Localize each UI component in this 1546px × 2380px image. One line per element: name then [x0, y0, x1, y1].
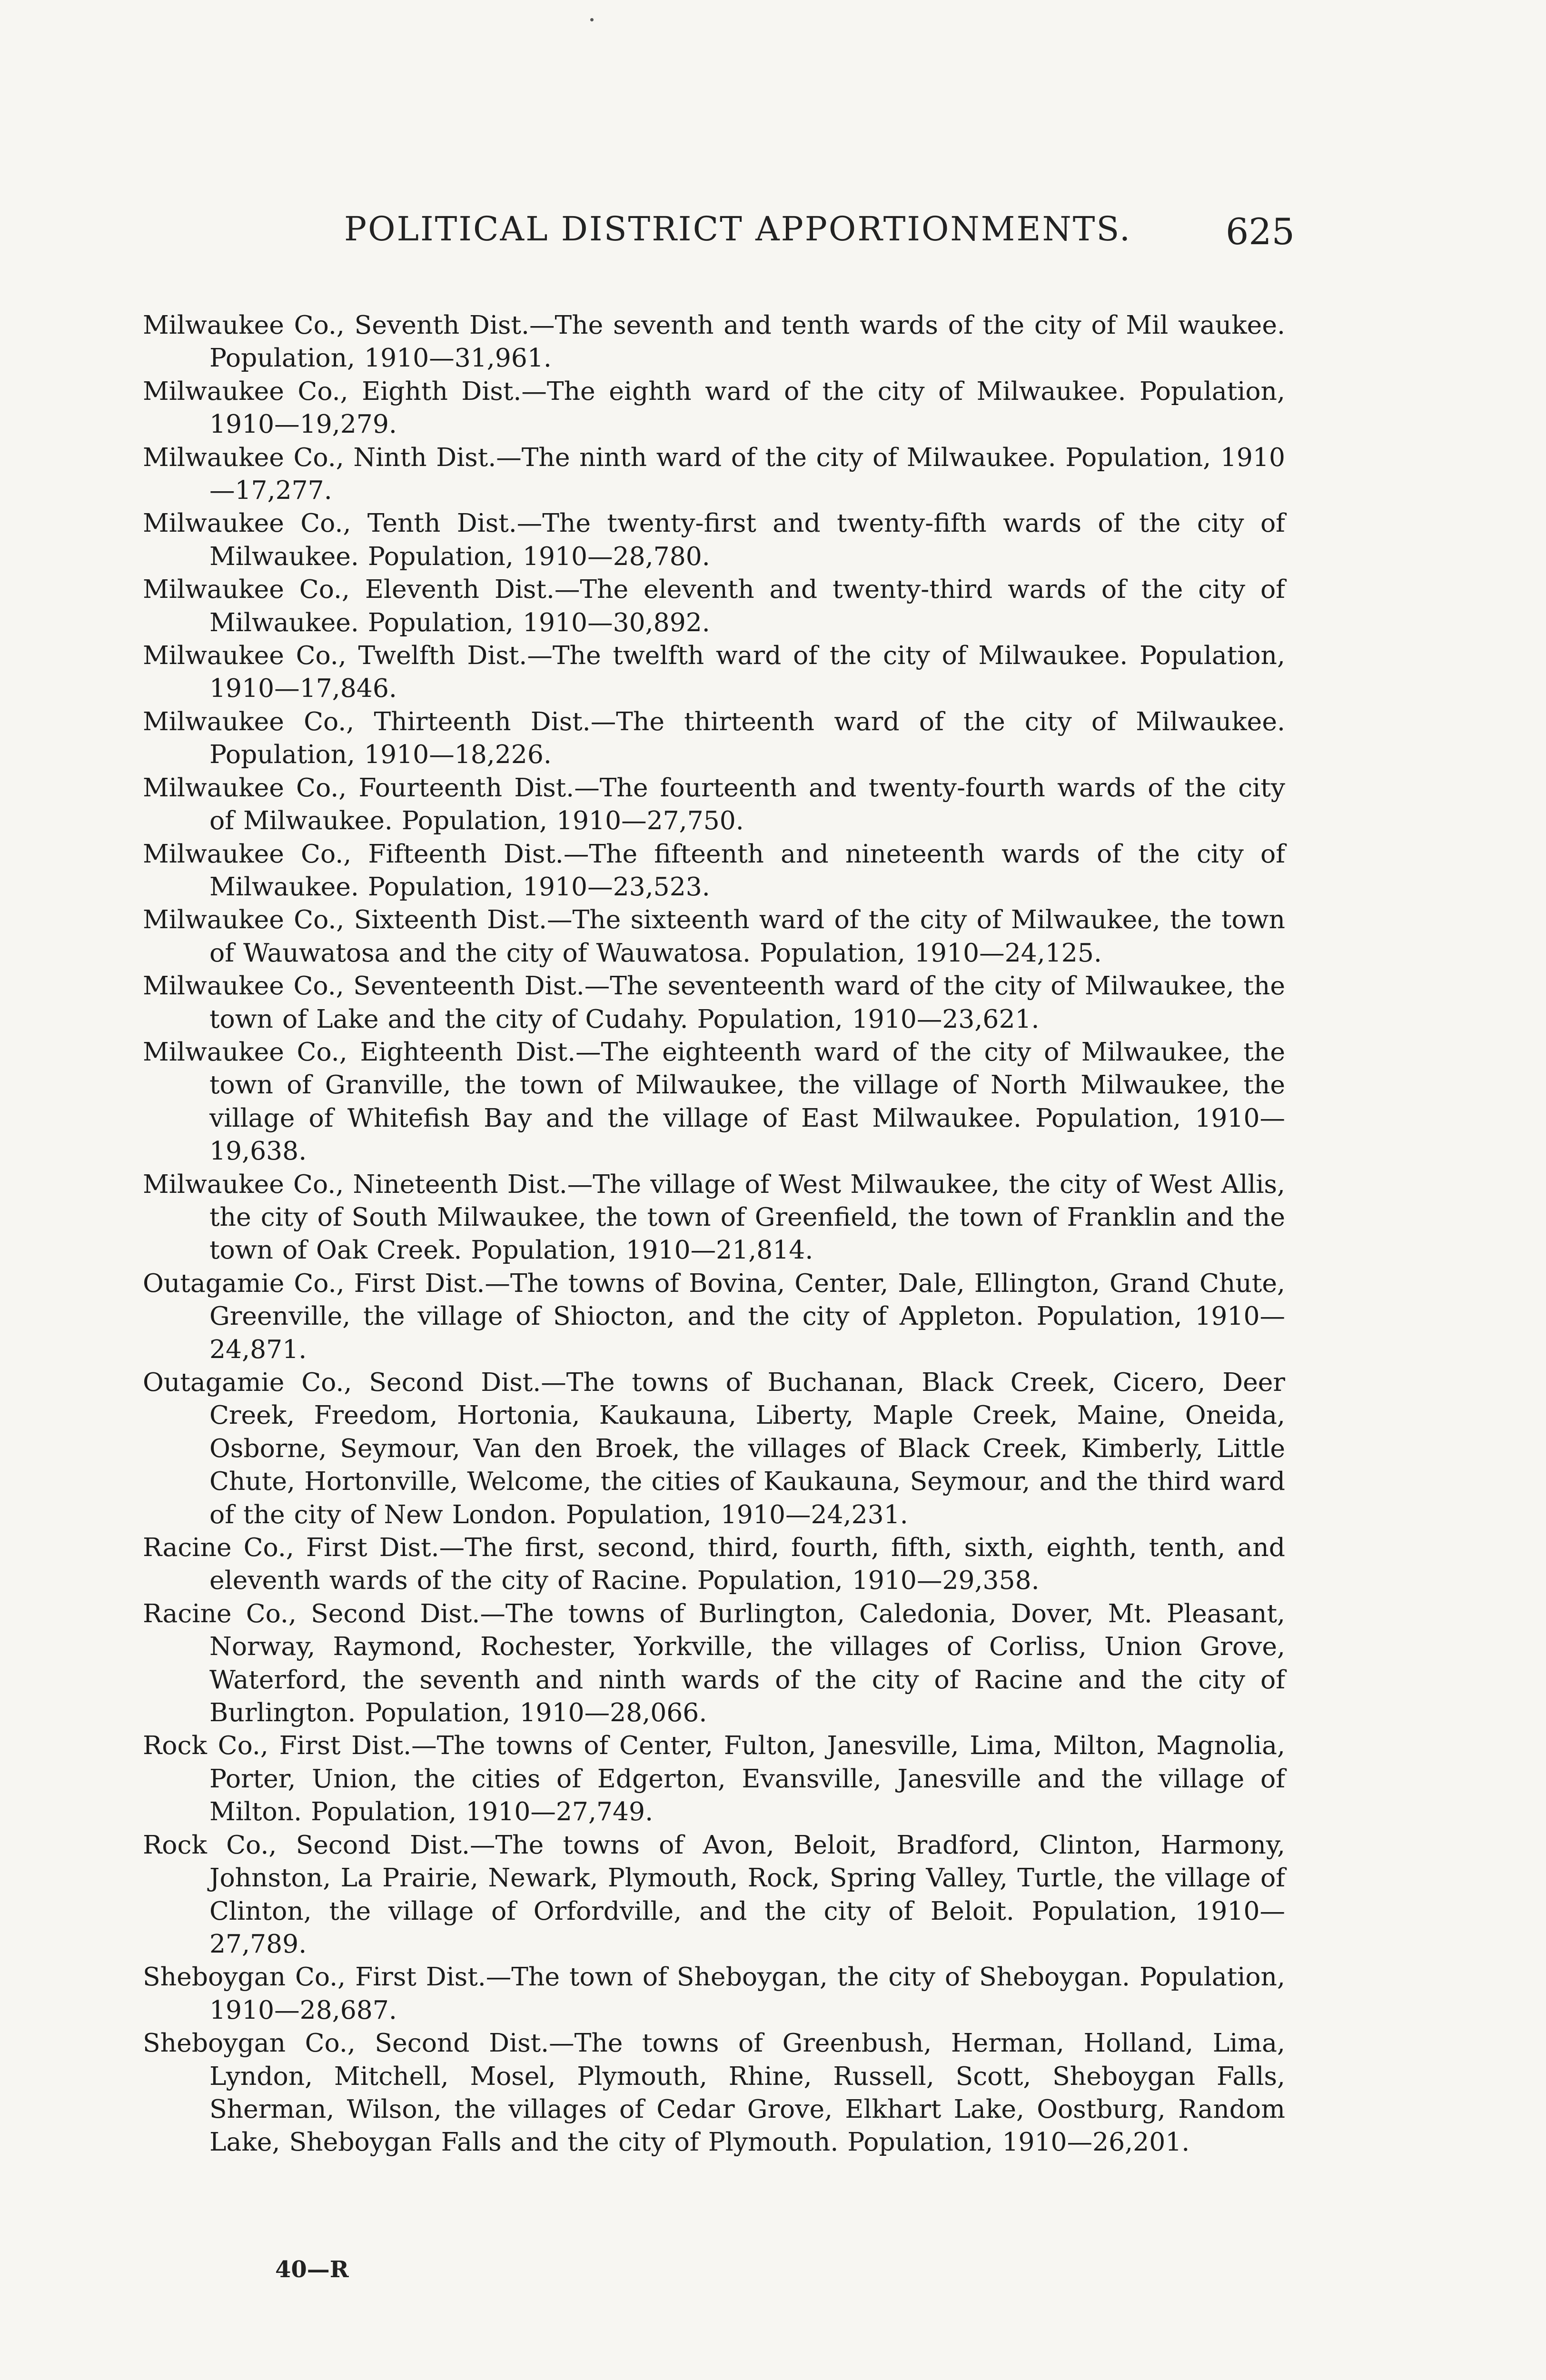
- district-name: Milwaukee Co., Fifteenth Dist.: [143, 838, 564, 869]
- district-name: Milwaukee Co., Seventeenth Dist.: [143, 971, 585, 1001]
- district-entry: [143, 1035, 1285, 1168]
- district-description: —The town of Sheboygan, the city of Sheboygan. Population, 1910—28,687.: [209, 1962, 1285, 2025]
- district-entry: [143, 1168, 1285, 1267]
- district-entry: [143, 2026, 1285, 2159]
- district-entry: [143, 1729, 1285, 1828]
- district-entry: [143, 1828, 1285, 1961]
- district-entry: [143, 1267, 1285, 1366]
- district-entry: [143, 308, 1285, 375]
- district-entry: [143, 1531, 1285, 1597]
- district-description: —The fifteenth and nineteenth wards of the city of Milwaukee. Population, 1910—23,523.: [209, 838, 1285, 902]
- district-description: —The twelfth ward of the city of Milwaukee. Population, 1910—17,846.: [209, 640, 1285, 704]
- district-description: —The first, second, third, fourth, fifth, sixth, eighth, tenth, and eleventh wards of the city of Racine. Population, 1910—29,358.: [209, 1532, 1285, 1596]
- district-entry: [143, 506, 1285, 573]
- district-description: —The thirteenth ward of the city of Milwaukee. Population, 1910—18,226.: [209, 706, 1285, 770]
- district-entry: [143, 705, 1285, 771]
- district-description: —The seventeenth ward of the city of Milwaukee, the town of Lake and the city of Cudahy. Population, 1910—23,621.: [209, 971, 1285, 1034]
- district-description: —The twenty-first and twenty-fifth wards of the city of Milwaukee. Population, 1910—28,780.: [209, 508, 1285, 571]
- district-name: Milwaukee Co., Tenth Dist.: [143, 508, 517, 538]
- district-description: —The fourteenth and twenty-fourth wards of the city of Milwaukee. Population, 1910—27,750.: [209, 772, 1285, 836]
- page-header: [143, 209, 1295, 267]
- district-entry: [143, 1597, 1285, 1729]
- district-name: Racine Co., First Dist.: [143, 1532, 439, 1563]
- district-description: —The towns of Bovina, Center, Dale, Ellington, Grand Chute, Greenville, the village of Shiocton, and the city of Appleton. Population, 1910—24,871.: [209, 1268, 1285, 1364]
- page-number: 625: [1225, 210, 1295, 253]
- district-name: Rock Co., Second Dist.: [143, 1829, 470, 1860]
- district-entry: [143, 1960, 1285, 2026]
- district-entry: [143, 837, 1285, 903]
- district-description: —The towns of Center, Fulton, Janesville, Lima, Milton, Magnolia, Porter, Union, the cities of Edgerton, Evansville, Janesville and the village of Milton. Population, 1910—27,749.: [209, 1730, 1285, 1827]
- district-entry: [143, 771, 1285, 837]
- district-name: Outagamie Co., Second Dist.: [143, 1367, 541, 1397]
- district-name: Milwaukee Co., Ninth Dist.: [143, 442, 496, 472]
- district-name: Sheboygan Co., Second Dist.: [143, 2028, 549, 2058]
- district-description: —The eleventh and twenty-third wards of the city of Milwaukee. Population, 1910—30,892.: [209, 574, 1285, 637]
- district-entry: [143, 639, 1285, 705]
- district-name: Milwaukee Co., Seventh Dist.: [143, 310, 530, 340]
- district-name: Milwaukee Co., Eleventh Dist.: [143, 574, 555, 605]
- district-entry: [143, 441, 1285, 507]
- district-name: Milwaukee Co., Eighteenth Dist.: [143, 1036, 576, 1067]
- district-name: Outagamie Co., First Dist.: [143, 1268, 485, 1298]
- district-description: —The ninth ward of the city of Milwaukee. Population, 1910—17,277.: [209, 442, 1285, 506]
- district-description: —The towns of Buchanan, Black Creek, Cicero, Deer Creek, Freedom, Hortonia, Kaukauna, Liberty, Maple Creek, Maine, Oneida, Osborne, Seymour, Van den Broek, the villages of Black Creek, Kimberly, Little Chute, Hortonville, Welcome, the cities of Kaukauna, Seymour, and the third ward of the city of New London. Population, 1910—24,231.: [209, 1367, 1285, 1529]
- print-speck: [590, 18, 594, 21]
- district-entry: [143, 573, 1285, 639]
- district-name: Milwaukee Co., Twelfth Dist.: [143, 640, 527, 671]
- district-name: Milwaukee Co., Eighth Dist.: [143, 376, 522, 406]
- district-entry: [143, 1366, 1285, 1531]
- district-description: —The towns of Greenbush, Herman, Holland, Lima, Lyndon, Mitchell, Mosel, Plymouth, Rhine, Russell, Scott, Sheboygan Falls, Sherman, Wilson, the villages of Cedar Grove, Elkhart Lake, Oostburg, Random Lake, Sheboygan Falls and the city of Plymouth. Population, 1910—26,201.: [209, 2028, 1286, 2157]
- district-entry: [143, 903, 1285, 969]
- district-description: —The village of West Milwaukee, the city of West Allis, the city of South Milwaukee, the town of Greenfield, the town of Franklin and the town of Oak Creek. Population, 1910—21,814.: [209, 1169, 1285, 1265]
- running-head-title: POLITICAL DISTRICT APPORTIONMENTS.: [344, 209, 1132, 248]
- apportionment-list: [143, 308, 1285, 2159]
- district-entry: [143, 969, 1285, 1035]
- signature-mark: 40—R: [275, 2256, 349, 2283]
- district-name: Milwaukee Co., Thirteenth Dist.: [143, 706, 591, 736]
- district-name: Milwaukee Co., Sixteenth Dist.: [143, 904, 547, 935]
- district-entry: [143, 375, 1285, 441]
- district-description: —The towns of Burlington, Caledonia, Dover, Mt. Pleasant, Norway, Raymond, Rochester, Yorkville, the villages of Corliss, Union Grove, Waterford, the seventh and ninth wards of the city of Racine and the city of Burlington. Population, 1910—28,066.: [209, 1598, 1285, 1728]
- district-description: —The sixteenth ward of the city of Milwaukee, the town of Wauwatosa and the city of Wauwatosa. Population, 1910—24,125.: [209, 904, 1285, 968]
- district-name: Sheboygan Co., First Dist.: [143, 1962, 486, 1992]
- district-name: Rock Co., First Dist.: [143, 1730, 412, 1761]
- district-description: —The eighteenth ward of the city of Milwaukee, the town of Granville, the town of Milwaukee, the village of North Milwaukee, the village of Whitefish Bay and the village of East Milwaukee. Population, 1910—19,638.: [209, 1036, 1285, 1166]
- district-name: Milwaukee Co., Fourteenth Dist.: [143, 772, 575, 803]
- district-description: —The towns of Avon, Beloit, Bradford, Clinton, Harmony, Johnston, La Prairie, Newark, Plymouth, Rock, Spring Valley, Turtle, the village of Clinton, the village of Orfordville, and the city of Beloit. Population, 1910—27,789.: [209, 1829, 1285, 1959]
- district-name: Racine Co., Second Dist.: [143, 1598, 480, 1628]
- district-name: Milwaukee Co., Nineteenth Dist.: [143, 1169, 567, 1199]
- district-description: —The seventh and tenth wards of the city of Mil waukee. Population, 1910—31,961.: [209, 310, 1286, 373]
- district-description: —The eighth ward of the city of Milwaukee. Population, 1910—19,279.: [209, 376, 1286, 439]
